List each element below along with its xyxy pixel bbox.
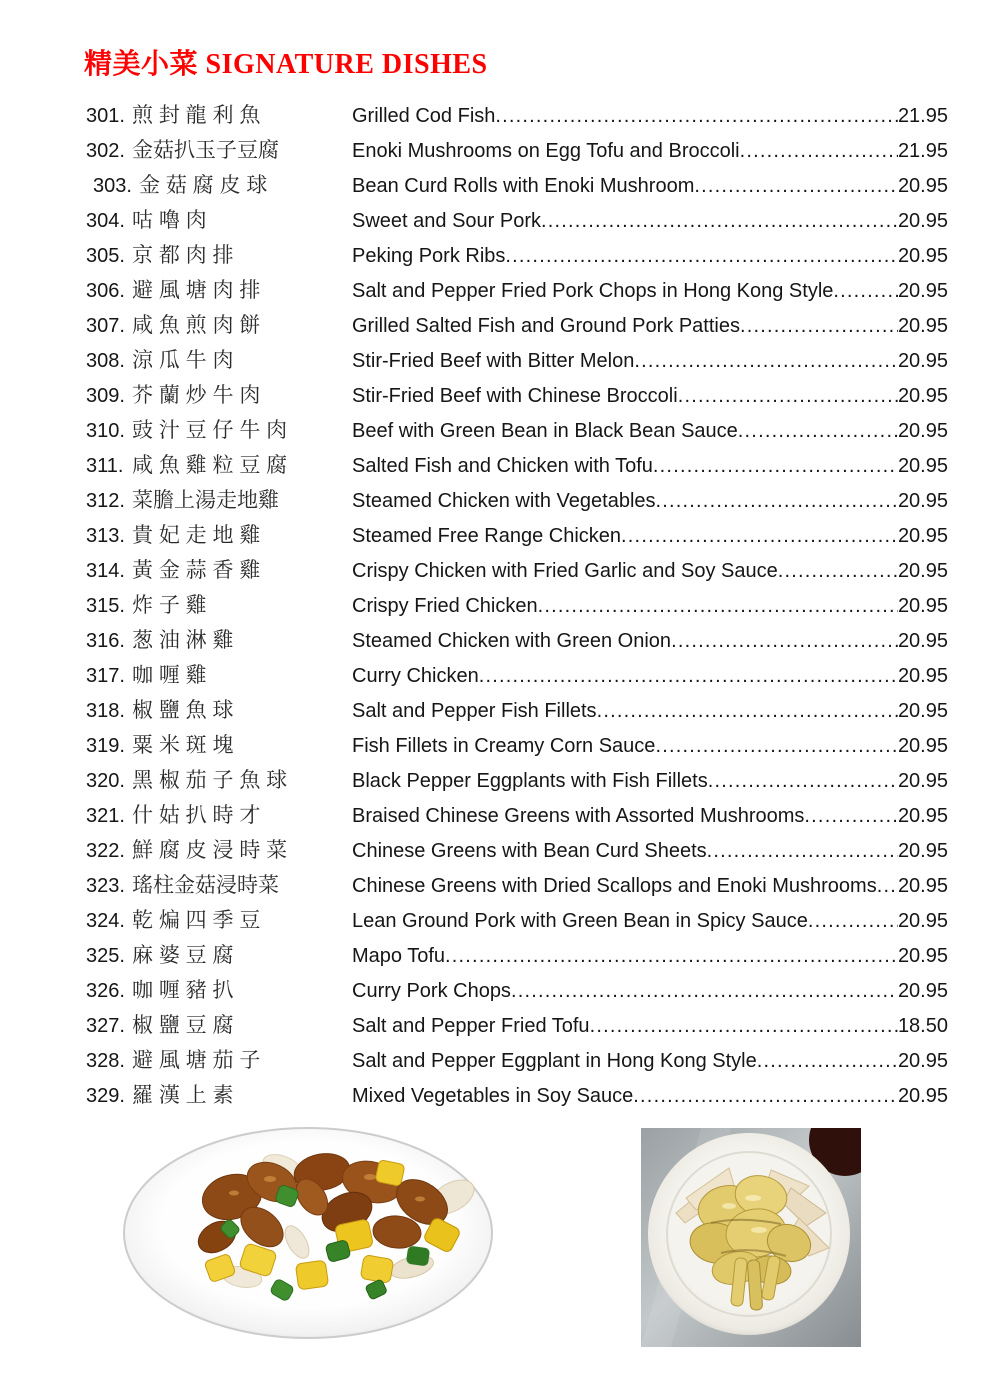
dotted-leader bbox=[495, 99, 898, 134]
item-number: 329. bbox=[86, 1085, 125, 1107]
item-price: 20.95 bbox=[897, 735, 948, 757]
item-number: 318. bbox=[86, 700, 125, 722]
item-price: 20.95 bbox=[897, 420, 948, 442]
item-number: 308. bbox=[86, 350, 125, 372]
item-number: 314. bbox=[86, 560, 125, 582]
item-price: 20.95 bbox=[897, 210, 948, 232]
item-price: 20.95 bbox=[897, 350, 948, 372]
item-name-chinese: 葱 油 淋 雞 bbox=[132, 629, 234, 652]
item-name-english: Steamed Chicken with Green Onion bbox=[352, 630, 672, 652]
item-name-chinese: 椒 鹽 魚 球 bbox=[132, 699, 234, 722]
item-name-chinese: 金菇扒玉子豆腐 bbox=[132, 139, 279, 162]
item-name-chinese: 粟 米 斑 塊 bbox=[132, 734, 234, 757]
item-price: 20.95 bbox=[897, 1050, 948, 1072]
item-number: 305. bbox=[86, 245, 125, 267]
item-name-chinese: 黃 金 蒜 香 雞 bbox=[132, 559, 261, 582]
item-name-english: Black Pepper Eggplants with Fish Fillets bbox=[352, 770, 708, 792]
item-name-english: Sweet and Sour Pork bbox=[352, 210, 541, 232]
item-name-chinese: 芥 蘭 炒 牛 肉 bbox=[132, 384, 261, 407]
item-price: 20.95 bbox=[897, 525, 948, 547]
item-number: 325. bbox=[86, 945, 125, 967]
dotted-leader bbox=[678, 379, 898, 414]
item-name-chinese: 炸 子 雞 bbox=[132, 594, 207, 617]
dotted-leader bbox=[877, 869, 898, 904]
dotted-leader bbox=[740, 134, 898, 169]
menu-item-row bbox=[86, 903, 948, 938]
item-number: 319. bbox=[86, 735, 125, 757]
item-price: 20.95 bbox=[897, 805, 948, 827]
sweet-and-sour-pork-illustration bbox=[122, 1127, 494, 1340]
item-price: 20.95 bbox=[897, 595, 948, 617]
item-price: 20.95 bbox=[897, 175, 948, 197]
item-name-english: Beef with Green Bean in Black Bean Sauce bbox=[352, 420, 738, 442]
item-number: 327. bbox=[86, 1015, 125, 1037]
dotted-leader bbox=[538, 589, 898, 624]
item-name-chinese: 涼 瓜 牛 肉 bbox=[132, 349, 234, 372]
dotted-leader bbox=[671, 624, 898, 659]
item-name-english: Crispy Chicken with Fried Garlic and Soy Sauce bbox=[352, 560, 778, 582]
item-name-english: Fish Fillets in Creamy Corn Sauce bbox=[352, 735, 656, 757]
menu-item-row bbox=[86, 658, 948, 693]
menu-item-row bbox=[86, 413, 948, 448]
menu-item-row bbox=[86, 1078, 948, 1113]
item-name-chinese: 咖 喱 豬 扒 bbox=[132, 979, 234, 1002]
menu-item-row bbox=[86, 133, 948, 168]
item-name-chinese: 羅 漢 上 素 bbox=[132, 1084, 234, 1107]
dotted-leader bbox=[833, 274, 898, 309]
dotted-leader bbox=[740, 309, 898, 344]
item-number: 304. bbox=[86, 210, 125, 232]
item-number: 320. bbox=[86, 770, 125, 792]
item-number: 309. bbox=[86, 385, 125, 407]
item-number: 306. bbox=[86, 280, 125, 302]
item-name-english: Crispy Fried Chicken bbox=[352, 595, 538, 617]
item-price: 20.95 bbox=[897, 910, 948, 932]
item-number: 328. bbox=[86, 1050, 125, 1072]
item-name-english: Stir-Fried Beef with Bitter Melon bbox=[352, 350, 635, 372]
dotted-leader bbox=[621, 519, 898, 554]
item-name-chinese: 乾 煸 四 季 豆 bbox=[132, 909, 261, 932]
dotted-leader bbox=[505, 239, 898, 274]
menu-item-row bbox=[86, 973, 948, 1008]
menu-item-row bbox=[86, 448, 948, 483]
item-number: 301. bbox=[86, 105, 125, 127]
item-name-chinese: 咖 喱 雞 bbox=[132, 664, 207, 687]
item-name-english: Peking Pork Ribs bbox=[352, 245, 506, 267]
poached-chicken-illustration bbox=[641, 1128, 861, 1347]
menu-item-row bbox=[86, 518, 948, 553]
item-number: 310. bbox=[86, 420, 125, 442]
item-name-english: Salt and Pepper Fried Pork Chops in Hong Kong Style bbox=[352, 280, 834, 302]
item-number: 324. bbox=[86, 910, 125, 932]
menu-item-row bbox=[86, 98, 948, 133]
item-name-chinese: 煎 封 龍 利 魚 bbox=[132, 104, 261, 127]
photo-sweet-and-sour-pork bbox=[122, 1127, 494, 1340]
item-name-chinese: 金 菇 腐 皮 球 bbox=[139, 174, 268, 197]
item-number: 311. bbox=[86, 455, 124, 477]
item-name-english: Salt and Pepper Fish Fillets bbox=[352, 700, 597, 722]
dotted-leader bbox=[634, 344, 898, 379]
item-name-chinese: 麻 婆 豆 腐 bbox=[132, 944, 234, 967]
item-name-english: Grilled Cod Fish bbox=[352, 105, 496, 127]
item-price: 20.95 bbox=[897, 665, 948, 687]
item-number: 307. bbox=[86, 315, 125, 337]
item-name-english: Braised Chinese Greens with Assorted Mushrooms bbox=[352, 805, 805, 827]
item-price: 20.95 bbox=[897, 770, 948, 792]
item-number: 315. bbox=[86, 595, 125, 617]
dotted-leader bbox=[708, 764, 898, 799]
item-name-chinese: 什 姑 扒 時 才 bbox=[132, 804, 261, 827]
dotted-leader bbox=[597, 694, 898, 729]
item-name-english: Curry Pork Chops bbox=[352, 980, 511, 1002]
menu-item-row bbox=[86, 1008, 948, 1043]
dotted-leader bbox=[707, 834, 898, 869]
item-name-english: Mapo Tofu bbox=[352, 945, 446, 967]
menu-item-row bbox=[86, 483, 948, 518]
page-title: 精美小菜 SIGNATURE DISHES bbox=[84, 49, 488, 80]
item-number: 302. bbox=[86, 140, 125, 162]
item-number: 322. bbox=[86, 840, 125, 862]
item-name-english: Steamed Chicken with Vegetables bbox=[352, 490, 656, 512]
item-name-chinese: 椒 鹽 豆 腐 bbox=[132, 1014, 234, 1037]
item-name-chinese: 京 都 肉 排 bbox=[132, 244, 234, 267]
item-price: 20.95 bbox=[897, 315, 948, 337]
item-name-chinese: 咸 魚 雞 粒 豆 腐 bbox=[132, 454, 288, 477]
item-name-english: Curry Chicken bbox=[352, 665, 479, 687]
item-number: 313. bbox=[86, 525, 125, 547]
menu-item-row bbox=[86, 378, 948, 413]
item-number: 303. bbox=[93, 175, 132, 197]
item-price: 20.95 bbox=[897, 840, 948, 862]
dotted-leader bbox=[757, 1044, 898, 1079]
menu-item-row bbox=[86, 553, 948, 588]
dotted-leader bbox=[738, 414, 898, 449]
dotted-leader bbox=[804, 799, 898, 834]
item-price: 21.95 bbox=[897, 105, 948, 127]
menu-item-row bbox=[86, 238, 948, 273]
dotted-leader bbox=[808, 904, 898, 939]
menu-item-row bbox=[86, 798, 948, 833]
item-price: 20.95 bbox=[897, 630, 948, 652]
menu-list bbox=[86, 98, 948, 1113]
item-name-chinese: 咕 嚕 肉 bbox=[132, 209, 207, 232]
item-name-chinese: 避 風 塘 肉 排 bbox=[132, 279, 261, 302]
menu-item-row bbox=[86, 728, 948, 763]
item-name-english: Lean Ground Pork with Green Bean in Spicy Sauce bbox=[352, 910, 808, 932]
item-name-chinese: 瑤柱金菇浸時菜 bbox=[132, 874, 279, 897]
menu-item-row bbox=[86, 693, 948, 728]
menu-item-row bbox=[86, 763, 948, 798]
dotted-leader bbox=[590, 1009, 898, 1044]
item-name-english: Mixed Vegetables in Soy Sauce bbox=[352, 1085, 634, 1107]
item-price: 20.95 bbox=[897, 980, 948, 1002]
item-name-chinese: 鮮 腐 皮 浸 時 菜 bbox=[132, 839, 288, 862]
menu-item-row bbox=[86, 938, 948, 973]
menu-item-row bbox=[86, 1043, 948, 1078]
item-price: 20.95 bbox=[897, 560, 948, 582]
dotted-leader bbox=[778, 554, 898, 589]
item-price: 20.95 bbox=[897, 700, 948, 722]
item-name-english: Steamed Free Range Chicken bbox=[352, 525, 622, 547]
item-name-chinese: 咸 魚 煎 肉 餅 bbox=[132, 314, 261, 337]
dotted-leader bbox=[479, 659, 898, 694]
item-name-english: Salt and Pepper Fried Tofu bbox=[352, 1015, 590, 1037]
item-name-english: Salt and Pepper Eggplant in Hong Kong Style bbox=[352, 1050, 757, 1072]
item-name-english: Grilled Salted Fish and Ground Pork Patties bbox=[352, 315, 740, 337]
item-name-english: Chinese Greens with Dried Scallops and Enoki Mushrooms bbox=[352, 875, 877, 897]
item-name-chinese: 菜膽上湯走地雞 bbox=[132, 489, 279, 512]
menu-item-row bbox=[86, 833, 948, 868]
item-name-english: Chinese Greens with Bean Curd Sheets bbox=[352, 840, 707, 862]
item-price: 20.95 bbox=[897, 245, 948, 267]
dotted-leader bbox=[653, 449, 898, 484]
menu-item-row bbox=[86, 273, 948, 308]
item-price: 18.50 bbox=[897, 1015, 948, 1037]
dotted-leader bbox=[445, 939, 898, 974]
menu-item-row bbox=[86, 308, 948, 343]
item-price: 20.95 bbox=[897, 280, 948, 302]
item-name-english: Salted Fish and Chicken with Tofu bbox=[352, 455, 653, 477]
item-name-chinese: 避 風 塘 茄 子 bbox=[132, 1049, 261, 1072]
item-price: 20.95 bbox=[897, 385, 948, 407]
dotted-leader bbox=[633, 1079, 898, 1114]
photo-poached-chicken bbox=[641, 1128, 861, 1347]
item-number: 326. bbox=[86, 980, 125, 1002]
item-price: 20.95 bbox=[897, 875, 948, 897]
menu-item-row bbox=[86, 343, 948, 378]
dotted-leader bbox=[655, 729, 898, 764]
menu-item-row bbox=[86, 868, 948, 903]
item-name-chinese: 黑 椒 茄 子 魚 球 bbox=[132, 769, 288, 792]
item-price: 20.95 bbox=[897, 945, 948, 967]
dotted-leader bbox=[541, 204, 898, 239]
dotted-leader bbox=[694, 169, 898, 204]
item-number: 321. bbox=[86, 805, 125, 827]
item-name-chinese: 豉 汁 豆 仔 牛 肉 bbox=[132, 419, 288, 442]
menu-item-row bbox=[86, 623, 948, 658]
menu-item-row bbox=[86, 168, 948, 203]
item-number: 312. bbox=[86, 490, 125, 512]
dotted-leader bbox=[511, 974, 898, 1009]
item-number: 317. bbox=[86, 665, 125, 687]
item-number: 316. bbox=[86, 630, 125, 652]
item-name-english: Enoki Mushrooms on Egg Tofu and Broccoli bbox=[352, 140, 740, 162]
item-name-english: Stir-Fried Beef with Chinese Broccoli bbox=[352, 385, 678, 407]
item-price: 20.95 bbox=[897, 455, 948, 477]
item-number: 323. bbox=[86, 875, 125, 897]
item-name-chinese: 貴 妃 走 地 雞 bbox=[132, 524, 261, 547]
item-price: 20.95 bbox=[897, 1085, 948, 1107]
menu-item-row bbox=[86, 588, 948, 623]
item-price: 20.95 bbox=[897, 490, 948, 512]
menu-item-row bbox=[86, 203, 948, 238]
item-name-english: Bean Curd Rolls with Enoki Mushroom bbox=[352, 175, 695, 197]
item-price: 21.95 bbox=[897, 140, 948, 162]
dotted-leader bbox=[656, 484, 898, 519]
